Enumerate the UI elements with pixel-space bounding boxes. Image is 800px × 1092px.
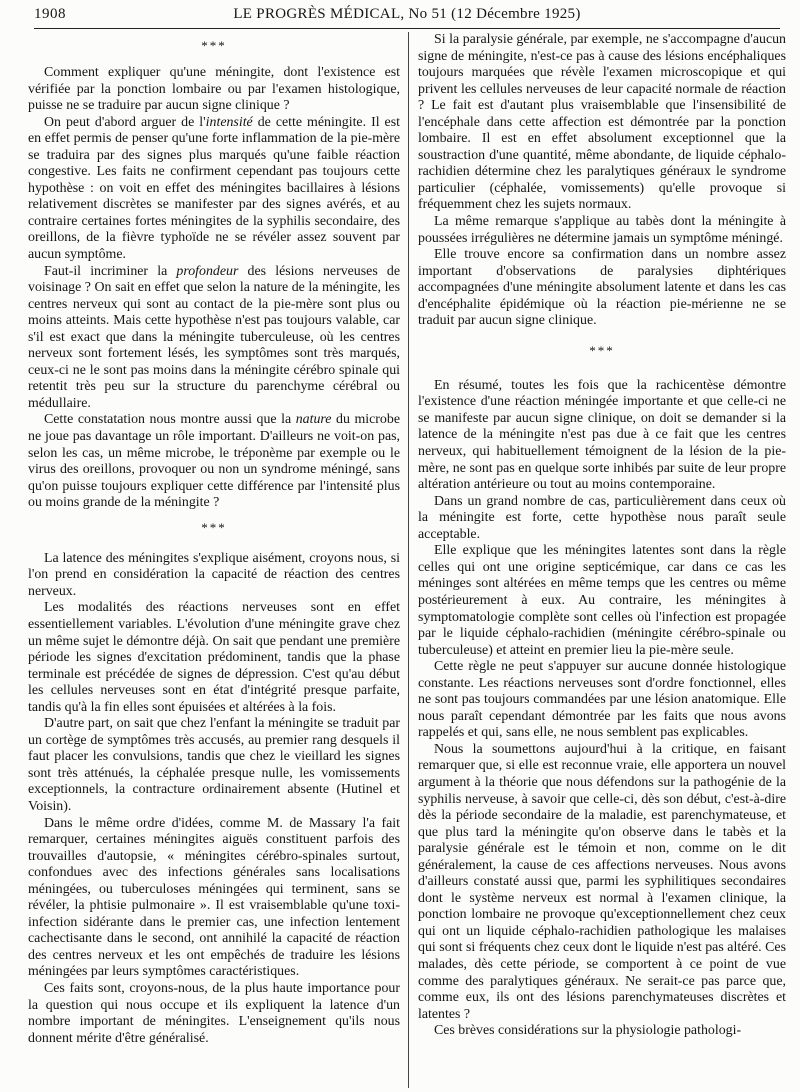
emphasis: intensité bbox=[205, 114, 253, 130]
paragraph: Dans le même ordre d'idées, comme M. de Massary l'a fait remarquer, certaines méningites aiguës constituent parfois des trouvailles d'autopsie, « méningites cérébro-spinales surtout, confondues avec des infections générales sans localisations méningées, ou tuberculoses méningées qui terminent, sans se révéler, la phtisie pulmonaire ». Il est vraisemblable qu'une toxi-infection sidérante dans le premier cas, une infection lentement cachectisante dans le second, ont annihilé la capacité de réaction des centres nerveux et les ont empêchés de traduire les lésions méningées par leurs symptômes caractéristiques. bbox=[28, 815, 400, 980]
paragraph: Ces brèves considérations sur la physiologie pathologi- bbox=[434, 1023, 742, 1039]
section-separator: *** bbox=[201, 38, 227, 53]
column-divider bbox=[408, 32, 409, 1088]
paragraph: Elle trouve encore sa confirmation dans un nombre assez important d'observations de paralysies diphtériques accompagnées d'une méningite absolument latente et dans les cas d'encéphalite épidémique où la réaction pie-mérienne ne se traduit par aucun signe clinique. bbox=[418, 247, 786, 329]
paragraph: Dans un grand nombre de cas, particulièrement dans ceux où la méningite est forte, cette hypothèse nous paraît seule acceptable. bbox=[418, 493, 786, 542]
paragraph: Si la paralysie générale, par exemple, ne s'accompagne d'aucun signe de méningite, n'est-ce pas à cause des lésions encéphaliques toujours marquées que révèle l'examen microscopique et qui privent les cellules nerveuses de leur capacité normale de réaction ? Le fait est d'autant plus vraisemblable que l'insensibilité de l'encéphale dans cette affection est démontrée par la ponction lombaire. Il est en effet absolument exceptionnel que la soustraction d'une quantité, même abondante, de liquide céphalo-rachidien détermine chez les paralytiques généraux le syndrome particulier (céphalée, vomissements) qu'elle provoque si fréquemment chez les sujets normaux. bbox=[418, 32, 786, 213]
paragraph: Ces faits sont, croyons-nous, de la plus haute importance pour la question qui nous occupe et ils expliquent la latence d'un nombre important de méningites. L'enseignement qu'ils nous donnent mérite d'être généralisé. bbox=[28, 980, 400, 1046]
paragraph: On peut d'abord arguer de l'intensité de cette méningite. Il est en effet permis de penser qu'une forte inflammation de la pie-mère se traduira par des signes plus marqués qu'une faible réaction congestive. Les faits ne confirment cependant pas toujours cette hypothèse : on voit en effet des méningites bacillaires à lésions relativement discrètes se manifester par des signes avérés, et au contraire certaines fortes méningites de la syphilis secondaire, des oreillons, de la fièvre typhoïde ne se révéler assez souvent par aucun symptôme. bbox=[28, 114, 400, 263]
paragraph: D'autre part, on sait que chez l'enfant la méningite se traduit par un cortège de symptômes très accusés, au premier rang desquels il faut placer les convulsions, tandis que chez le vieillard les signes sont très atténués, la céphalée presque nulle, les vomissements exceptionnels, la contracture ordinairement absente (Hutinel et Voisin). bbox=[28, 716, 400, 814]
running-header bbox=[34, 4, 780, 29]
paragraph: Comment expliquer qu'une méningite, dont l'existence est vérifiée par la ponction lombaire ou par l'examen histologique, puisse ne se traduire par aucun signe clinique ? bbox=[28, 65, 400, 114]
paragraph: Elle explique que les méningites latentes sont dans la règle celles qui ont une origine septicémique, car dans ce cas les méninges sont altérées en même temps que les centres ou même postérieurement à eux. Au contraire, les méningites à symptomatologie complète sont celles où l'infection est propagée par le liquide céphalo-rachidien (méningite cérébro-spinale ou tuberculeuse) et atteint en premier lieu la pie-mère seule. bbox=[418, 543, 786, 658]
paragraph: Nous la soumettons aujourd'hui à la critique, en faisant remarquer que, si elle est reconnue vraie, elle apportera un nouvel argument à la théorie que nous défendons sur la pathogénie de la syphilis nerveuse, à savoir que celle-ci, dès son début, c'est-à-dire dès la période secondaire de la maladie, est parenchymateuse, et que plus tard la méningite qu'on observe dans le tabès et la paralysie générale est le témoin et non, comme on le dit généralement, la cause de ces affections nerveuses. Nous avons d'ailleurs constaté aussi que, parmi les syphilitiques secondaires dont le système nerveux est normal à l'examen clinique, la ponction lombaire ne provoque qu'exceptionnellement chez ceux qui ont un liquide céphalo-rachidien pathologique les malaises qui sont si fréquents chez ceux dont le liquide n'est pas altéré. Ces malades, dès cette période, se comportent à ce point de vue comme des paralytiques généraux. Ne serait-ce pas parce que, comme eux, ils ont des lésions parenchymateuses discrètes et latentes ? bbox=[418, 741, 786, 1022]
emphasis: nature bbox=[295, 412, 332, 428]
paragraph: Faut-il incriminer la profondeur des lésions nerveuses de voisinage ? On sait en effet que selon la nature de la méningite, les centres nerveux qui sont au contact de la pie-mère sont plus ou moins atteints. Mais cette hypothèse n'est pas toujours valable, car s'il est exact que dans la méningite tuberculeuse, où les centres nerveux sont fortement lésés, les symptômes sont très marqués, ceux-ci ne le sont pas moins dans la méningite cérébro spinale qui retentit très peu sur la structure du parenchyme cérébral ou médullaire. bbox=[28, 263, 400, 411]
page-number: 1908 bbox=[34, 6, 66, 22]
right-column bbox=[418, 32, 786, 1088]
paragraph: La latence des méningites s'explique aisément, croyons nous, si l'on prend en considération la capacité de réaction des centres nerveux. bbox=[28, 550, 400, 599]
section-separator: *** bbox=[589, 342, 615, 358]
journal-title-line: LE PROGRÈS MÉDICAL, No 51 (12 Décembre 1925) bbox=[233, 6, 581, 22]
emphasis: profondeur bbox=[176, 263, 239, 279]
paragraph: Cette constatation nous montre aussi que la nature du microbe ne joue pas davantage un rôle important. D'ailleurs ne voit-on pas, selon les cas, un même microbe, le tréponème par exemple ou le virus des oreillons, provoquer ou non un syndrome méningé, sans qu'on puisse toujours expliquer cette différence par l'intensité plus ou moins grande de la méningite ? bbox=[28, 412, 400, 511]
paragraph: Cette règle ne peut s'appuyer sur aucune donnée histologique constante. Les réactions nerveuses sont d'ordre fonctionnel, elles ne sont pas toujours commandées par une lésion anatomique. Elle nous paraît cependant démontrée par les faits que nous avons rappelés et qui, sans elle, ne nous semblent pas explicables. bbox=[418, 659, 786, 741]
left-column bbox=[28, 32, 400, 1088]
section-separator: *** bbox=[201, 519, 227, 535]
paragraph: Les modalités des réactions nerveuses sont en effet essentiellement variables. L'évolution d'une méningite grave chez un même sujet le démontre déjà. On sait que pendant une première période les signes d'excitation prédominent, tandis que la phase terminale est précédée de signes de dépression. C'est qu'au début les cellules nerveuses sont en état d'intégrité presque parfaite, tandis qu'à la fin elles sont épuisées et altérées à la fois. bbox=[28, 600, 400, 715]
paragraph: La même remarque s'applique au tabès dont la méningite à poussées irrégulières ne détermine jamais un symptôme méningé. bbox=[418, 214, 786, 246]
paragraph: En résumé, toutes les fois que la rachicentèse démontre l'existence d'une réaction méningée importante et que celle-ci ne se manifeste par aucun signe clinique, on doit se demander si la latence de la méningite n'est pas due à ce fait que les centres nerveux, qui habituellement témoignent de la lésion de la pie-mère, ne sont pas en quelque sorte inhibés par suite de leur propre altération antérieure ou tout au moins contemporaine. bbox=[418, 377, 786, 493]
